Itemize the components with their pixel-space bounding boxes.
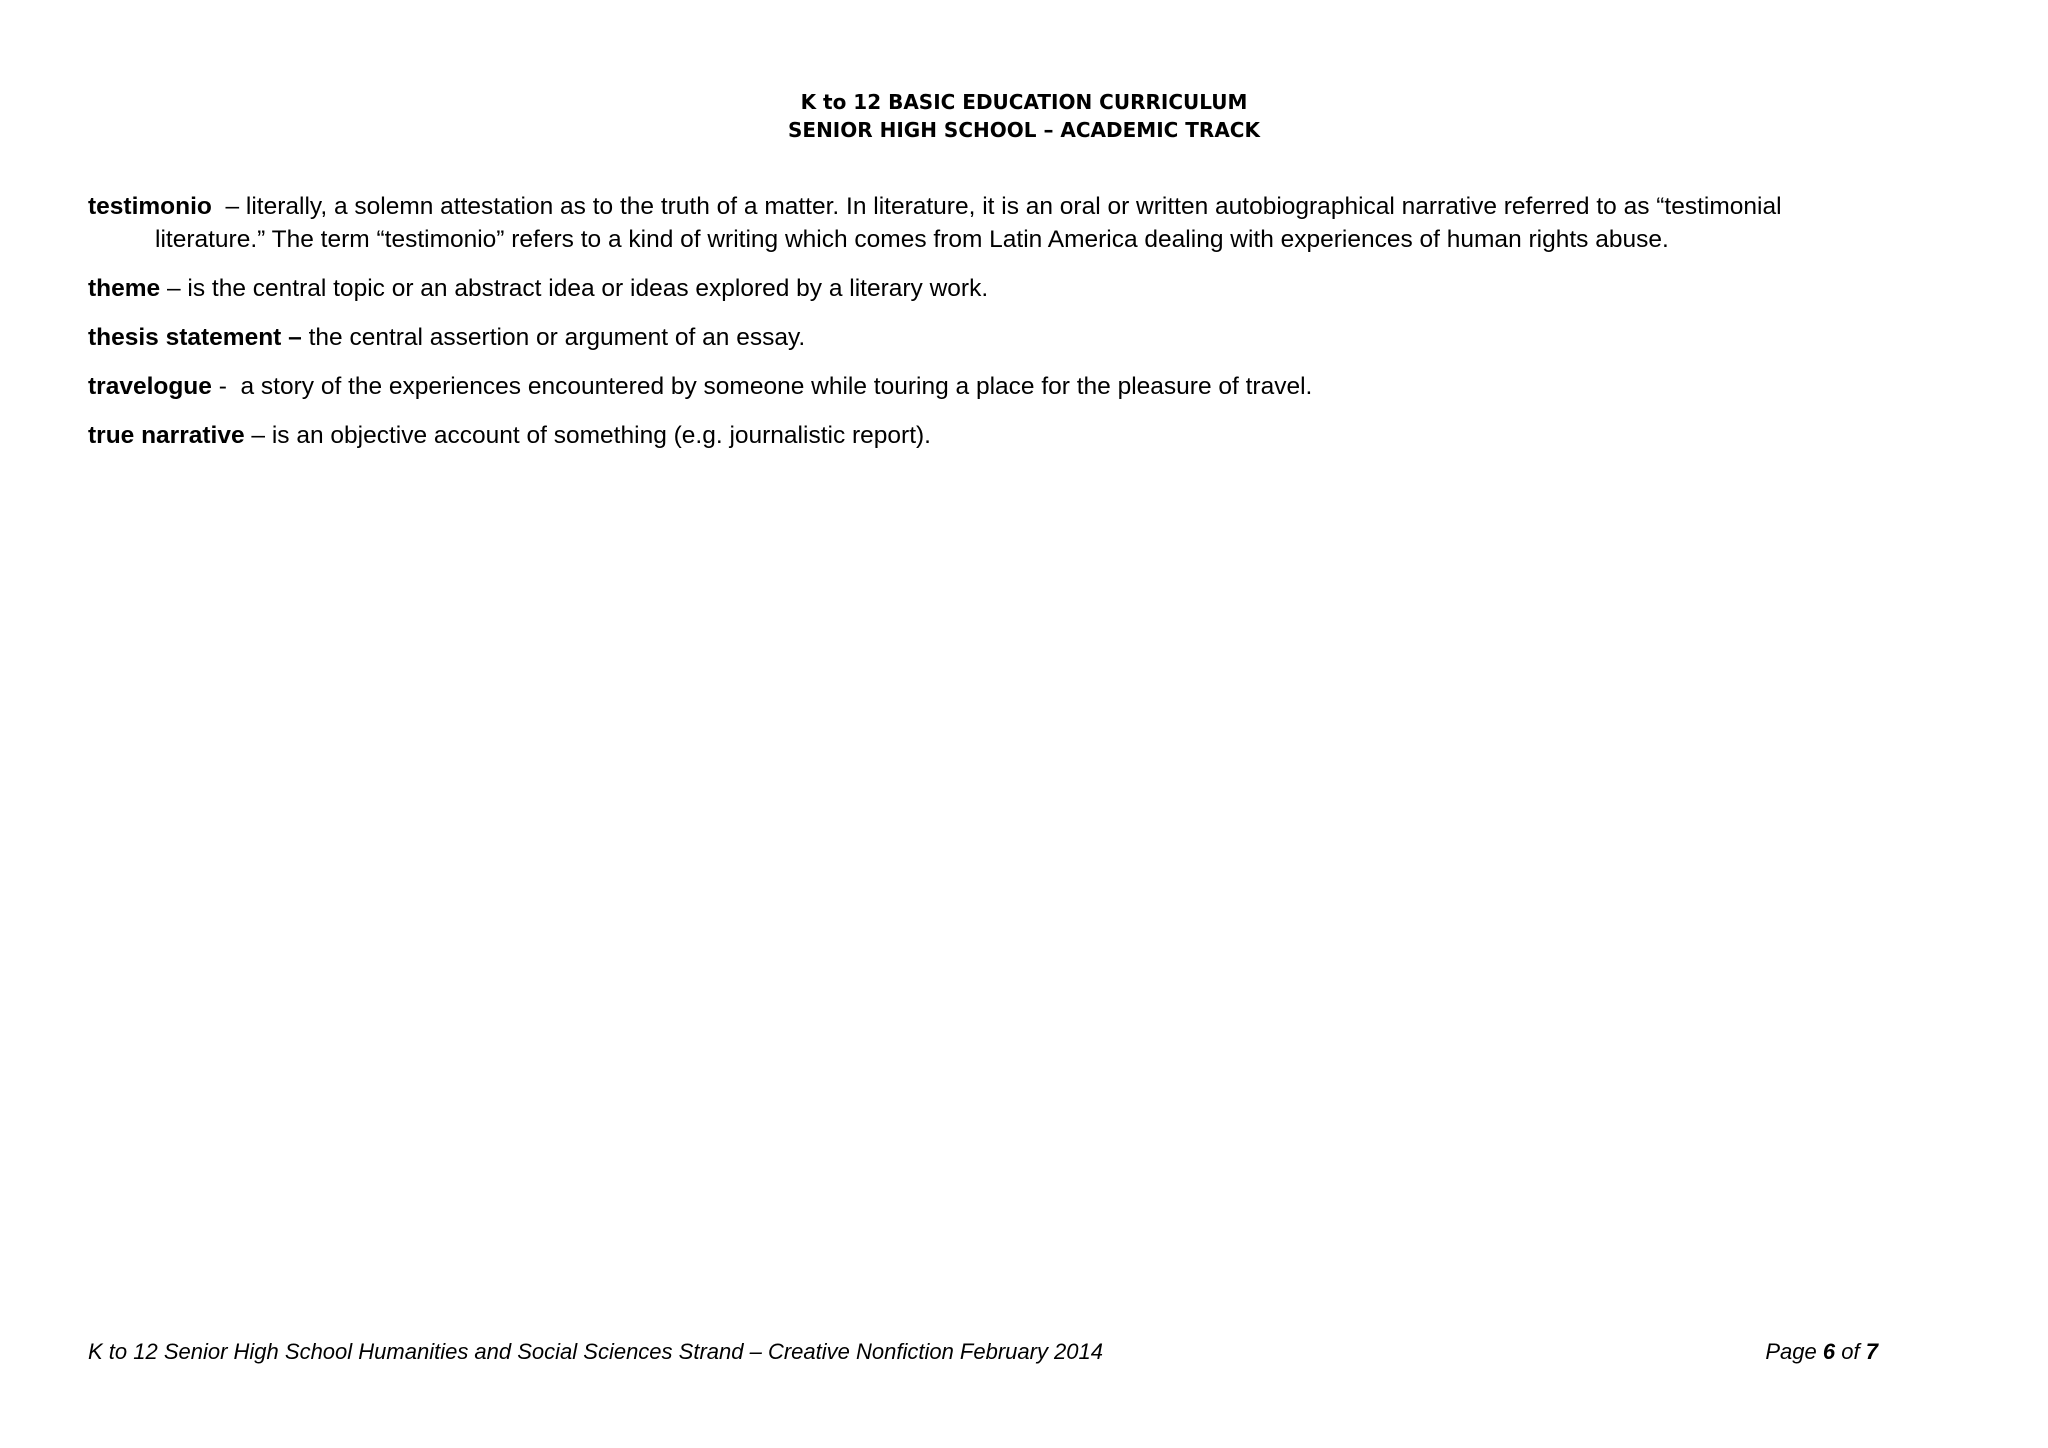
of-label: of bbox=[1841, 1339, 1860, 1364]
document-header bbox=[0, 88, 2048, 144]
glossary-entry-true-narrative bbox=[88, 419, 1888, 452]
glossary-term: testimonio bbox=[88, 193, 212, 220]
glossary-entry-travelogue bbox=[88, 370, 1888, 403]
track-title: SENIOR HIGH SCHOOL – ACADEMIC TRACK bbox=[788, 118, 1260, 142]
glossary-entry-thesis-statement bbox=[88, 321, 1888, 354]
curriculum-title: K to 12 BASIC EDUCATION CURRICULUM bbox=[800, 90, 1248, 114]
glossary-term: theme bbox=[88, 275, 161, 302]
glossary-separator: - bbox=[211, 373, 241, 400]
glossary-separator: – bbox=[160, 275, 188, 302]
glossary-term: true narrative bbox=[88, 422, 245, 449]
total-pages: 7 bbox=[1865, 1339, 1878, 1364]
glossary-separator: – bbox=[244, 422, 272, 449]
page-number bbox=[1765, 1337, 1878, 1367]
glossary-term: travelogue bbox=[88, 373, 212, 400]
current-page: 6 bbox=[1822, 1339, 1836, 1364]
glossary-definition: the central assertion or argument of an essay. bbox=[308, 324, 806, 351]
glossary-definition: literally, a solemn attestation as to the truth of a matter. In literature, it is an oral or written autobiographical narrative referred to as “testimonial literature.” The term “testimonio” refers to a kind of writing which comes from Latin America dealing with experiences of human rights abuse. bbox=[155, 193, 1782, 253]
glossary-definition: a story of the experiences encountered by someone while touring a place for the pleasure of travel. bbox=[240, 373, 1313, 400]
glossary-term: thesis statement – bbox=[88, 324, 302, 351]
glossary-entry-testimonio bbox=[88, 190, 1888, 256]
glossary-list bbox=[88, 190, 1888, 468]
glossary-definition: is an objective account of something (e.g. journalistic report). bbox=[271, 422, 931, 449]
glossary-separator bbox=[302, 324, 309, 351]
footer-document-title: K to 12 Senior High School Humanities and Social Sciences Strand – Creative Nonfiction February 2014 bbox=[88, 1339, 1103, 1364]
glossary-separator: – bbox=[211, 193, 246, 220]
glossary-definition: is the central topic or an abstract idea or ideas explored by a literary work. bbox=[187, 275, 989, 302]
page-label: Page bbox=[1765, 1339, 1817, 1364]
glossary-entry-theme bbox=[88, 272, 1888, 305]
